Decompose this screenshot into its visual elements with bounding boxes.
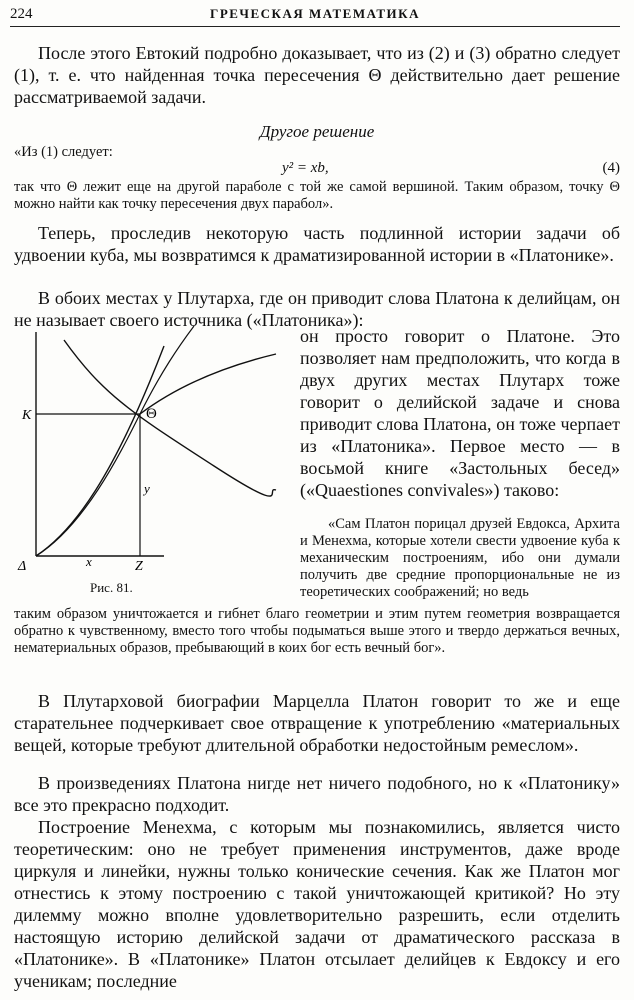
paragraph-2: Теперь, проследив некоторую часть подлинной истории задачи об удвоении куба, мы возвратимся к драматизированной истории в «Платонике». (14, 223, 620, 265)
quote2-column: «Сам Платон порицал друзей Евдокса, Архита и Менехма, которые хотели свести удвоение куба к механическим построениям, ибо они думали получить две средние пропорциональные не из теоретических соображений; но ведь (300, 516, 620, 600)
branch-curve (140, 354, 276, 414)
parabola-steep-curve (36, 326, 194, 556)
label-k: K (22, 408, 32, 423)
label-theta: Θ (146, 406, 157, 422)
figure-caption: Рис. 81. (90, 580, 133, 595)
quote1-lead: «Из (1) следует: (14, 144, 113, 160)
paragraph-1: После этого Евтокий подробно доказывает, что из (2) и (3) обратно следует (1), т. е. что найденная точка пересечения Θ действительно дает решение рассматриваемой задачи. (14, 43, 620, 107)
paragraph-3-full: В обоих местах у Плутарха, где он приводит слова Платона к делийцам, он не называет своего источника («Платоника»): (14, 288, 620, 330)
quote2-full: таким образом уничтожается и гибнет благо геометрии и этим путем геометрия возвращается обратно к чувственному, вместо того чтобы подыматься выше этого и твердо держаться вечных, нематериальных образов, пребывающий в коих бог есть вечный бог». (14, 606, 620, 656)
subheading: Другое решение (259, 122, 375, 141)
parabola-curve (36, 346, 164, 556)
figure-81 (14, 326, 296, 616)
paragraph-6: Построение Менехма, с которым мы познакомились, является чисто теоретическим: оно не требует применения инструментов, даже вроде циркуля и линейки, нужны только конические сечения. Как же Платон мог отнестись к этому построению с такой уничтожающей критикой? Но эту дилемму можно вполне удовлетворительно разрешить, если отделить настоящую историю делийской задачи от драматического рассказа в «Платонике». В «Платонике» Платон отсылает делийцев к Евдоксу и его ученикам; последние (14, 817, 620, 991)
label-y: y (144, 481, 150, 496)
hyperbola-curve (64, 340, 276, 496)
label-delta: Δ (18, 559, 27, 574)
page-header (10, 6, 620, 27)
equation-number: (4) (602, 160, 620, 176)
quote1-body: так что Θ лежит еще на другой параболе с той же самой вершиной. Таким образом, точку Θ можно найти как точку пересечения двух парабол». (14, 179, 620, 212)
paragraph-4: В Плутарховой биографии Марцелла Платон говорит то же и еще старательнее подчеркивает свое отвращение к употреблению «материальных вещей, которые требуют длительной обработки недостойным ремеслом». (14, 691, 620, 755)
label-x: x (86, 554, 92, 569)
equation: y² = xb, (282, 160, 329, 176)
page-number: 224 (10, 6, 33, 22)
running-title: ГРЕЧЕСКАЯ МАТЕМАТИКА (210, 6, 420, 21)
paragraph-3-column: он просто говорит о Платоне. Это позволяет нам предположить, что когда в двух других местах Плутарх тоже говорит о делийской задаче и снова приводит слова Платона, он тоже черпает из «Платоника». Первое место — в восьмой книге «Застольных бесед» («Quaestiones convivales») таково: (300, 326, 620, 500)
paragraph-5: В произведениях Платона нигде нет ничего подобного, но к «Платонику» все это прекрасно подходит. (14, 773, 620, 815)
label-z: Z (135, 559, 143, 574)
